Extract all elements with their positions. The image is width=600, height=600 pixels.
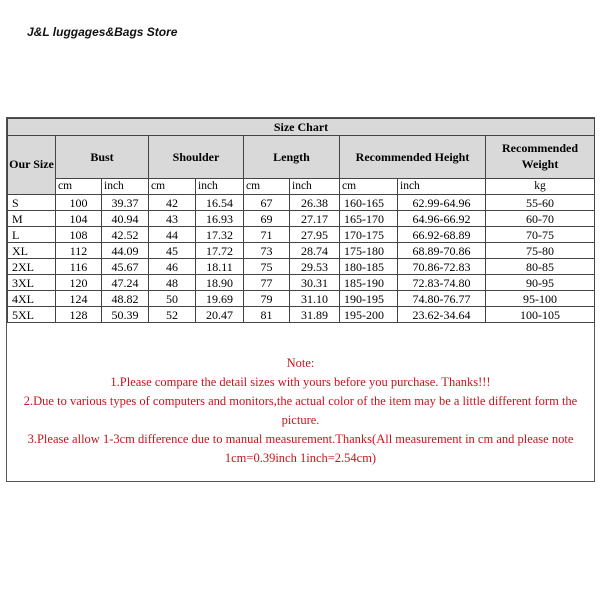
table-cell: 100 [56, 195, 102, 211]
table-cell: 46 [149, 259, 196, 275]
table-cell: 170-175 [340, 227, 398, 243]
unit-cell: kg [486, 179, 595, 195]
table-cell: 180-185 [340, 259, 398, 275]
table-cell: 95-100 [486, 291, 595, 307]
unit-cell: cm [340, 179, 398, 195]
table-cell: 120 [56, 275, 102, 291]
table-cell: 60-70 [486, 211, 595, 227]
table-cell: 75 [244, 259, 290, 275]
table-cell: 48.82 [102, 291, 149, 307]
size-label: 3XL [8, 275, 56, 291]
table-cell: 45 [149, 243, 196, 259]
table-cell: 74.80-76.77 [398, 291, 486, 307]
table-cell: 112 [56, 243, 102, 259]
table-cell: 67 [244, 195, 290, 211]
table-cell: 43 [149, 211, 196, 227]
table-cell: 104 [56, 211, 102, 227]
table-cell: 31.10 [290, 291, 340, 307]
table-cell: 81 [244, 307, 290, 323]
table-cell: 52 [149, 307, 196, 323]
table-cell: 73 [244, 243, 290, 259]
size-label: XL [8, 243, 56, 259]
table-cell: 77 [244, 275, 290, 291]
table-cell: 175-180 [340, 243, 398, 259]
table-cell: 69 [244, 211, 290, 227]
table-cell: 18.90 [196, 275, 244, 291]
header-height: Recommended Height [340, 136, 486, 179]
unit-cell: cm [149, 179, 196, 195]
table-cell: 50 [149, 291, 196, 307]
table-cell: 72.83-74.80 [398, 275, 486, 291]
table-cell: 108 [56, 227, 102, 243]
table-cell: 26.38 [290, 195, 340, 211]
table-row [8, 291, 595, 307]
table-cell: 20.47 [196, 307, 244, 323]
table-cell: 62.99-64.96 [398, 195, 486, 211]
size-label: 4XL [8, 291, 56, 307]
table-cell: 55-60 [486, 195, 595, 211]
table-cell: 16.93 [196, 211, 244, 227]
units-row [8, 179, 595, 195]
header-weight: Recommended Weight [486, 136, 595, 179]
size-label: S [8, 195, 56, 211]
table-cell: 116 [56, 259, 102, 275]
table-cell: 44.09 [102, 243, 149, 259]
unit-cell: inch [290, 179, 340, 195]
table-cell: 90-95 [486, 275, 595, 291]
note-heading: Note: [286, 356, 315, 370]
table-cell: 28.74 [290, 243, 340, 259]
size-label: 2XL [8, 259, 56, 275]
table-cell: 70-75 [486, 227, 595, 243]
table-cell: 66.92-68.89 [398, 227, 486, 243]
size-label: M [8, 211, 56, 227]
table-cell: 71 [244, 227, 290, 243]
table-cell: 17.72 [196, 243, 244, 259]
table-cell: 18.11 [196, 259, 244, 275]
unit-cell: inch [398, 179, 486, 195]
table-cell: 75-80 [486, 243, 595, 259]
table-cell: 185-190 [340, 275, 398, 291]
note-line-2: 2.Due to various types of computers and monitors,the actual color of the item may be a little different form the picture. [23, 394, 578, 427]
unit-cell: inch [196, 179, 244, 195]
table-cell: 40.94 [102, 211, 149, 227]
table-cell: 16.54 [196, 195, 244, 211]
table-cell: 48 [149, 275, 196, 291]
table-cell: 29.53 [290, 259, 340, 275]
header-size: Our Size [8, 136, 56, 195]
header-length: Length [244, 136, 340, 179]
table-cell: 42 [149, 195, 196, 211]
header-shoulder: Shoulder [149, 136, 244, 179]
note-line-3: 3.Please allow 1-3cm difference due to manual measurement.Thanks(All measurement in cm and please note 1cm=0.39inch 1inch=2.54cm) [27, 432, 574, 465]
table-row [8, 195, 595, 211]
table-cell: 23.62-34.64 [398, 307, 486, 323]
table-cell: 50.39 [102, 307, 149, 323]
size-rows [8, 195, 595, 323]
table-cell: 195-200 [340, 307, 398, 323]
table-cell: 27.95 [290, 227, 340, 243]
table-cell: 68.89-70.86 [398, 243, 486, 259]
notes-section [7, 344, 594, 480]
size-table [7, 118, 595, 323]
table-cell: 80-85 [486, 259, 595, 275]
table-cell: 39.37 [102, 195, 149, 211]
unit-cell: cm [244, 179, 290, 195]
table-cell: 124 [56, 291, 102, 307]
table-cell: 165-170 [340, 211, 398, 227]
table-row [8, 227, 595, 243]
table-cell: 27.17 [290, 211, 340, 227]
size-label: 5XL [8, 307, 56, 323]
table-cell: 79 [244, 291, 290, 307]
table-cell: 44 [149, 227, 196, 243]
size-chart [6, 117, 595, 482]
unit-cell: cm [56, 179, 102, 195]
table-row [8, 211, 595, 227]
table-cell: 64.96-66.92 [398, 211, 486, 227]
table-cell: 128 [56, 307, 102, 323]
table-row [8, 307, 595, 323]
table-cell: 31.89 [290, 307, 340, 323]
table-cell: 190-195 [340, 291, 398, 307]
table-cell: 45.67 [102, 259, 149, 275]
table-cell: 160-165 [340, 195, 398, 211]
store-name: J&L luggages&Bags Store [27, 25, 178, 39]
table-cell: 100-105 [486, 307, 595, 323]
table-cell: 30.31 [290, 275, 340, 291]
size-label: L [8, 227, 56, 243]
table-cell: 17.32 [196, 227, 244, 243]
table-cell: 47.24 [102, 275, 149, 291]
header-bust: Bust [56, 136, 149, 179]
table-row [8, 275, 595, 291]
table-cell: 70.86-72.83 [398, 259, 486, 275]
table-row [8, 243, 595, 259]
note-line-1: 1.Please compare the detail sizes with yours before you purchase. Thanks!!! [110, 375, 491, 389]
table-cell: 42.52 [102, 227, 149, 243]
chart-title: Size Chart [8, 119, 595, 136]
table-row [8, 259, 595, 275]
table-cell: 19.69 [196, 291, 244, 307]
unit-cell: inch [102, 179, 149, 195]
